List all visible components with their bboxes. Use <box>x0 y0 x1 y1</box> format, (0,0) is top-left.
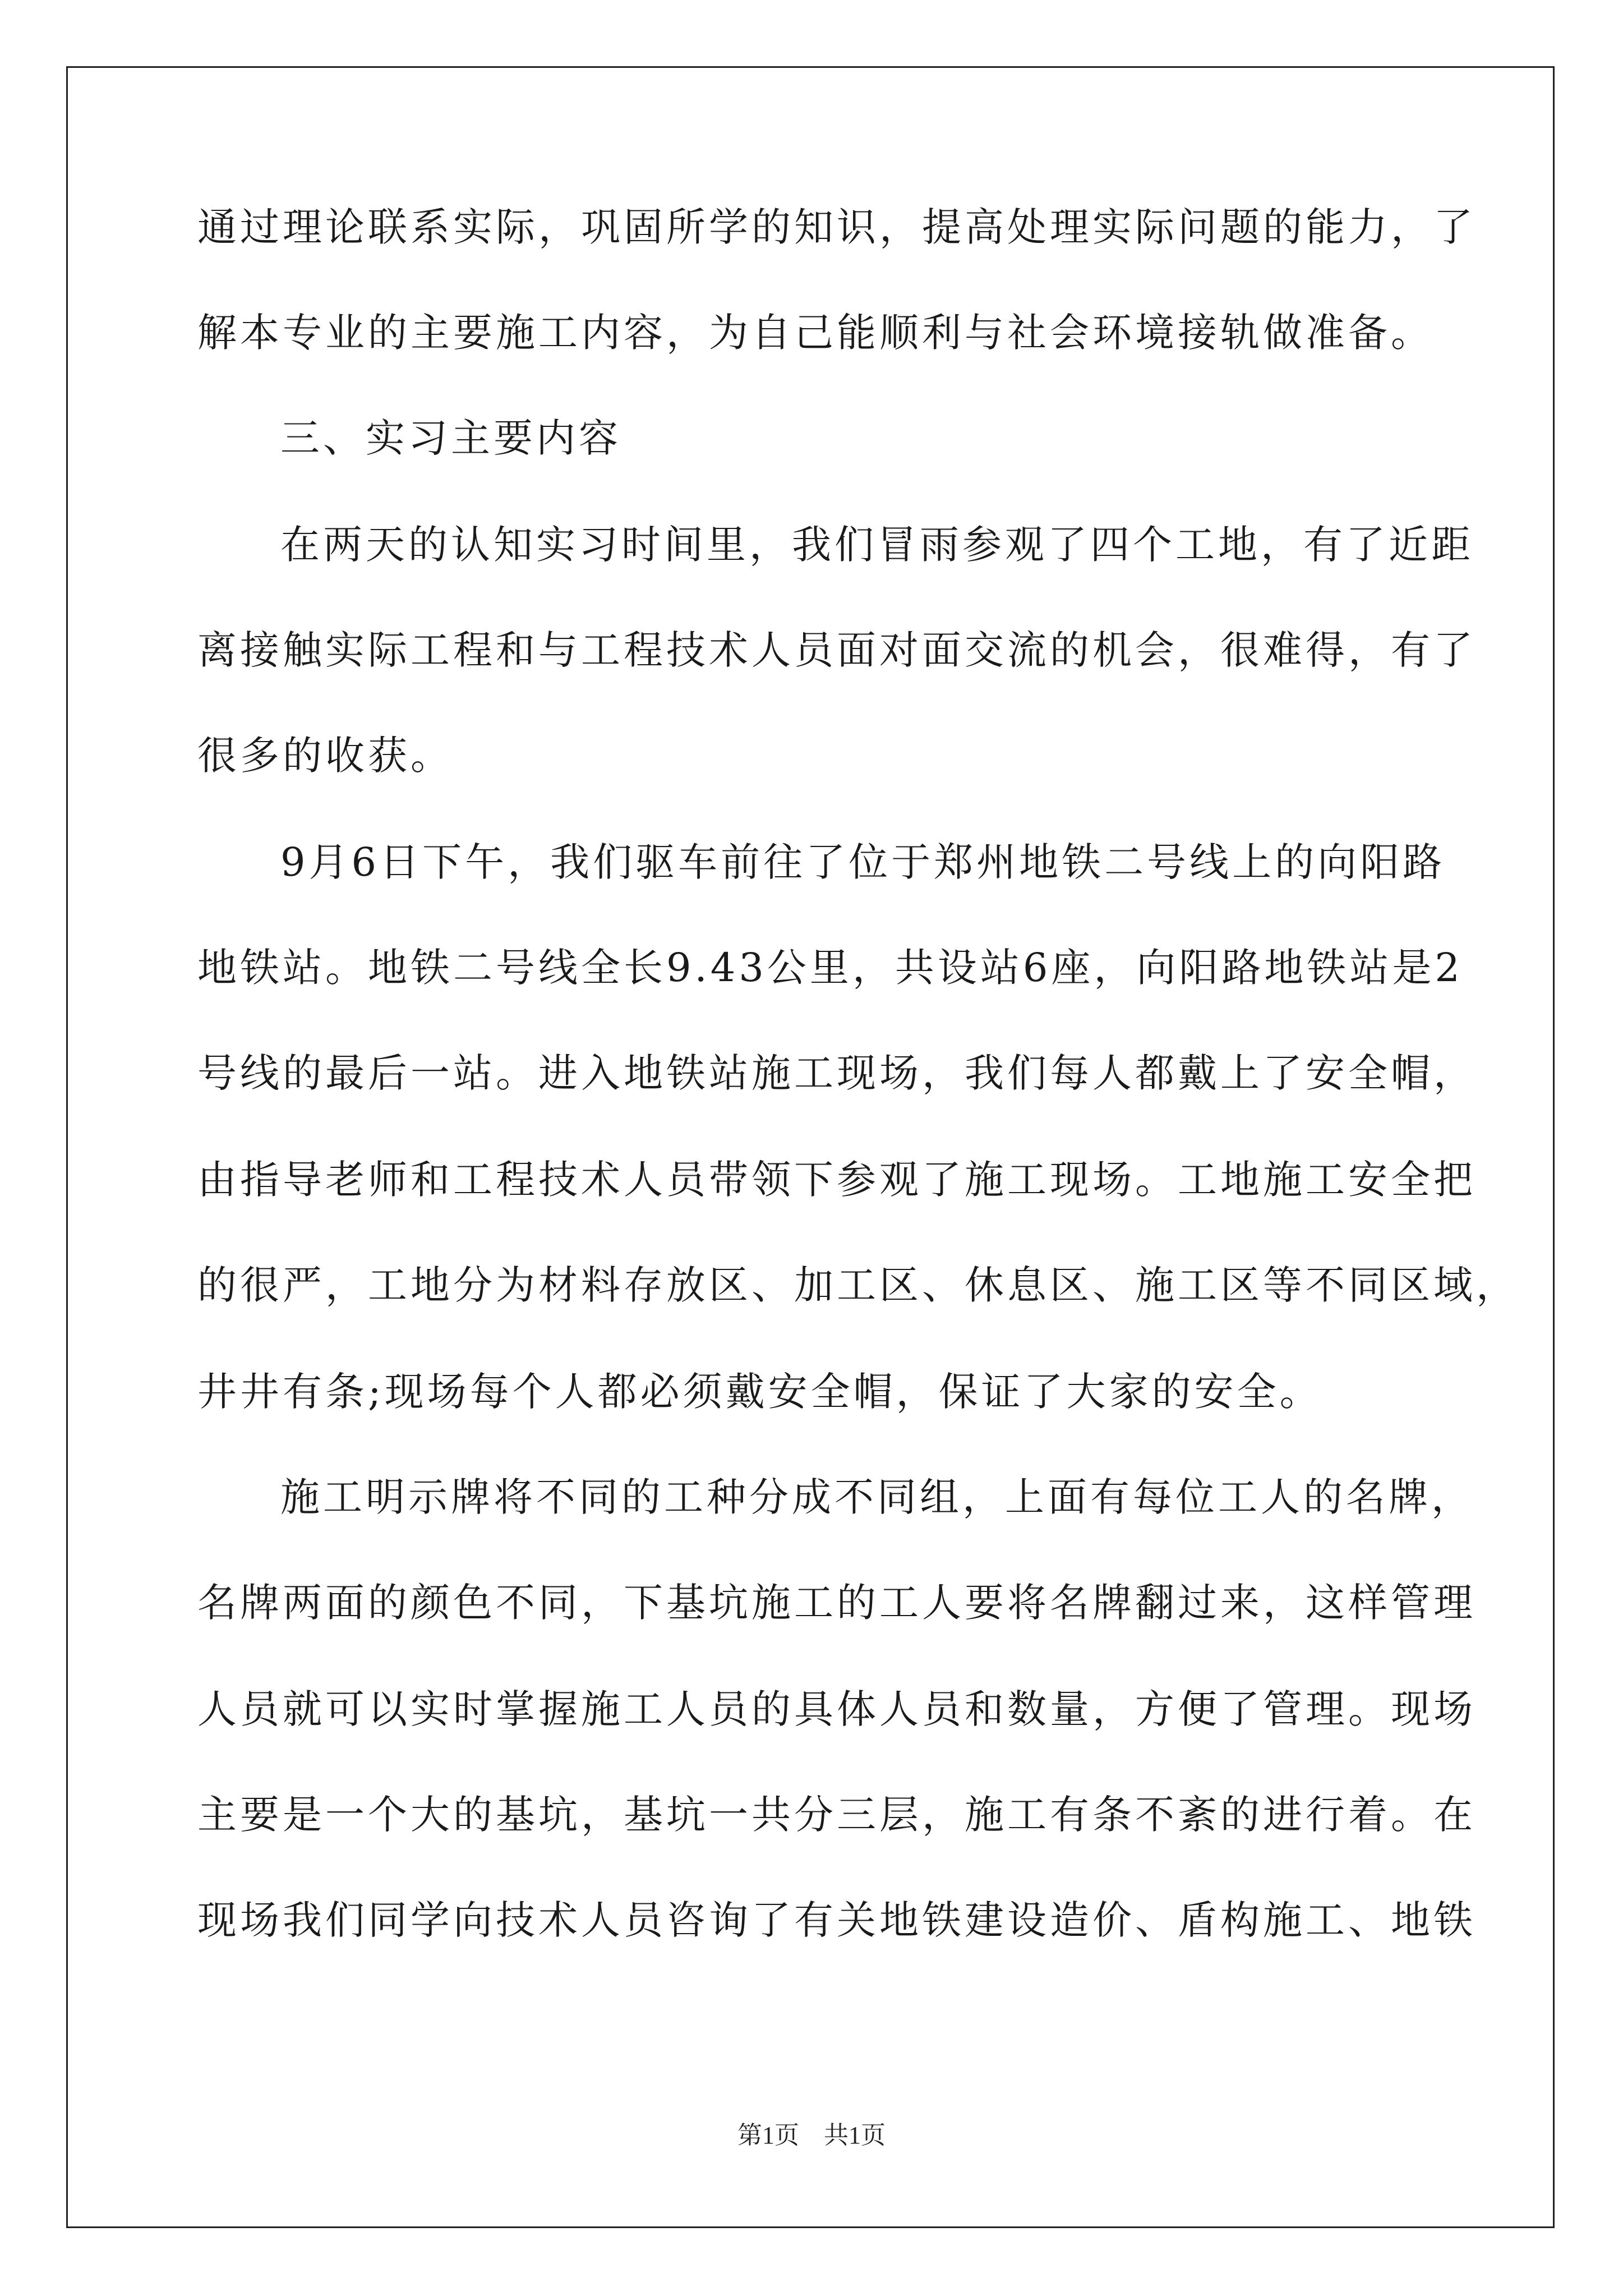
text-line: 井井有条;现场每个人都必须戴安全帽，保证了大家的安全。 <box>197 1369 1322 1415</box>
text-line: 的很严，工地分为材料存放区、加工区、休息区、施工区等不同区域， <box>197 1262 1519 1308</box>
text-line: 解本专业的主要施工内容，为自己能顺利与社会环境接轨做准备。 <box>197 310 1433 356</box>
text-line: 施工明示牌将不同的工种分成不同组，上面有每位工人的名牌， <box>280 1474 1474 1520</box>
text-line: 通过理论联系实际，巩固所学的知识，提高处理实际问题的能力，了 <box>197 204 1476 250</box>
page-footer: 第1页 共1页 <box>737 2122 886 2149</box>
text-line: 主要是一个大的基坑，基坑一共分三层，施工有条不紊的进行着。在 <box>197 1792 1476 1838</box>
text-line: 名牌两面的颜色不同，下基坑施工的工人要将名牌翻过来，这样管理 <box>197 1580 1476 1626</box>
text-line: 很多的收获。 <box>197 733 453 779</box>
text-line: 地铁站。地铁二号线全长9.43公里，共设站6座，向阳路地铁站是2 <box>197 945 1463 991</box>
text-line: 人员就可以实时掌握施工人员的具体人员和数量，方便了管理。现场 <box>197 1686 1476 1732</box>
text-line: 离接触实际工程和与工程技术人员面对面交流的机会，很难得，有了 <box>197 627 1476 673</box>
text-line: 由指导老师和工程技术人员带领下参观了施工现场。工地施工安全把 <box>197 1157 1476 1203</box>
text-line: 号线的最后一站。进入地铁站施工现场，我们每人都戴上了安全帽， <box>197 1050 1476 1096</box>
text-line: 现场我们同学向技术人员咨询了有关地铁建设造价、盾构施工、地铁 <box>197 1897 1476 1943</box>
text-line: 在两天的认知实习时间里，我们冒雨参观了四个工地，有了近距 <box>280 522 1474 568</box>
section-heading: 三、实习主要内容 <box>280 415 621 461</box>
text-line: 9月6日下午，我们驱车前往了位于郑州地铁二号线上的向阳路 <box>280 839 1446 885</box>
